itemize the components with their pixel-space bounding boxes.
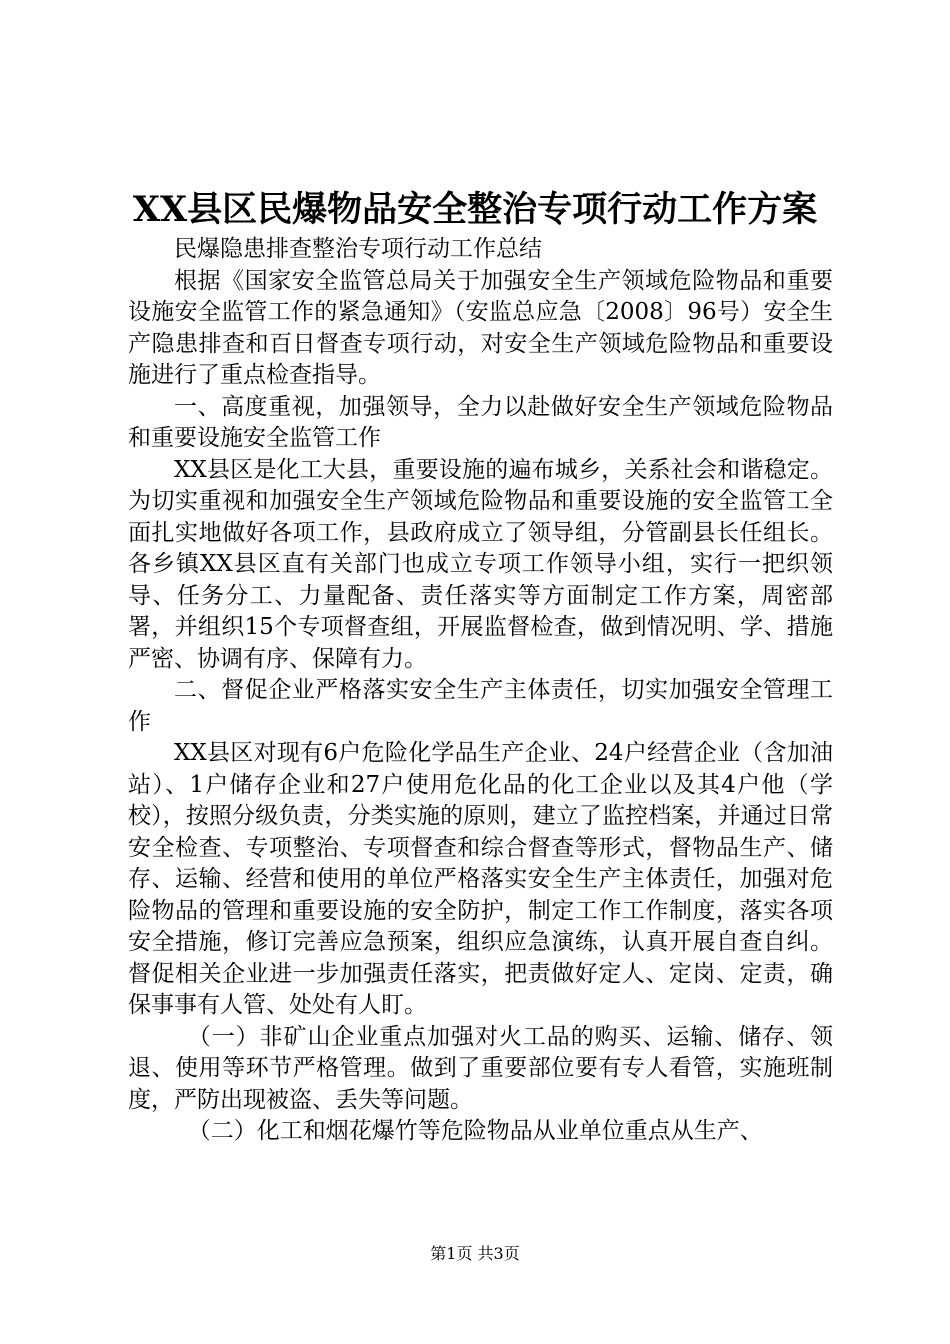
section-heading-1: 一、高度重视，加强领导，全力以赴做好安全生产领域危险物品和重要设施安全监管工作 bbox=[128, 393, 833, 451]
paragraph-intro: 根据《国家安全监管总局关于加强安全生产领域危险物品和重要设施安全监管工作的紧急通知》（安监总应急〔2008〕96号）安全生产隐患排查和百日督查专项行动，对安全生产领域危险物品和重要设施进行了重点检查指导。 bbox=[128, 267, 833, 388]
paragraph-section-1: XX县区是化工大县，重要设施的遍布城乡，关系社会和谐稳定。为切实重视和加强安全生产领域危险物品和重要设施的安全监管工全面扎实地做好各项工作，县政府成立了领导组，分管副县长任组长。各乡镇XX县区直有关部门也成立专项工作领导小组，实行一把织领导、任务分工、力量配备、责任落实等方面制定工作方案，周密部署，并组织15个专项督查组，开展监督检查，做到情况明、学、措施严密、协调有序、保障有力。 bbox=[128, 456, 833, 672]
page-number-footer: 第1页 共3页 bbox=[430, 1244, 520, 1263]
paragraph-section-2: XX县区对现有6户危险化学品生产企业、24户经营企业（含加油站）、1户储存企业和27户使用危化品的化工企业以及其4户他（学校），按照分级负责，分类实施的原则，建立了监控档案，并通过日常安全检查、专项整治、专项督查和综合督查等形式，督物品生产、储存、运输、经营和使用的单位严格落实安全生产主体责任，加强对危险物品的管理和重要设施的安全防护，制定工作工作制度，落实各项安全措施，修订完善应急预案，组织应急演练，认真开展自查自纠。督促相关企业进一步加强责任落实，把责做好定人、定岗、定责，确保事事有人管、处处有人盯。 bbox=[128, 740, 833, 1018]
subsection-1: （一）非矿山企业重点加强对火工品的购买、运输、储存、领退、使用等环节严格管理。做到了重要部位要有专人看管，实施班制度，严防出现被盗、丢失等问题。 bbox=[128, 1023, 833, 1113]
section-heading-2: 二、督促企业严格落实安全生产主体责任，切实加强安全管理工作 bbox=[128, 677, 833, 735]
document-body bbox=[128, 234, 833, 1148]
document-title: XX县区民爆物品安全整治专项行动工作方案 bbox=[132, 189, 818, 230]
subsection-2: （二）化工和烟花爆竹等危险物品从业单位重点从生产、 bbox=[187, 1118, 763, 1144]
paragraph-subtitle: 民爆隐患排查整治专项行动工作总结 bbox=[174, 236, 542, 262]
